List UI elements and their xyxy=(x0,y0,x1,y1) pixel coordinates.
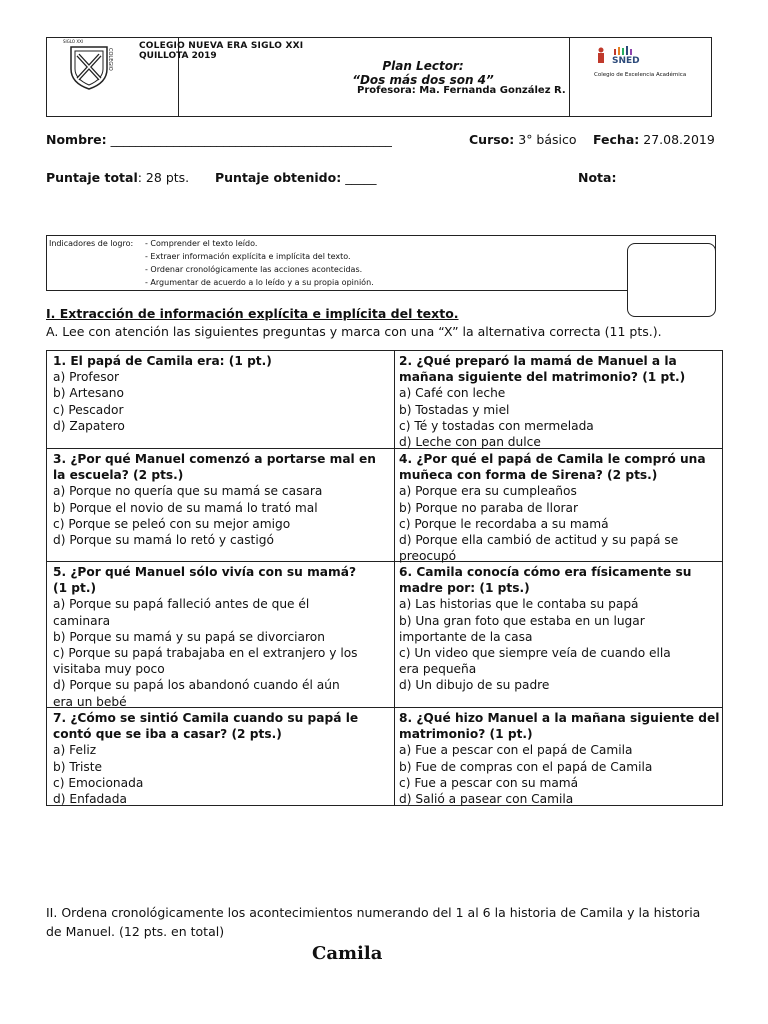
answer-option[interactable]: c) Té y tostadas con mermelada xyxy=(399,418,594,433)
answer-option-continued: importante de la casa xyxy=(399,629,533,644)
question-text: la escuela? (2 pts.) xyxy=(53,468,184,483)
answer-option[interactable]: c) Porque se peleó con su mejor amigo xyxy=(53,516,291,531)
school-name: COLEGIO NUEVA ERA SIGLO XXI xyxy=(139,41,304,51)
indicator-item: - Argumentar de acuerdo a lo leído y a su propia opinión. xyxy=(145,278,374,287)
obtained-blank[interactable]: _____ xyxy=(345,170,377,185)
total-label: Puntaje total xyxy=(46,170,138,185)
question-cell xyxy=(53,710,358,807)
answer-option[interactable]: c) Fue a pescar con su mamá xyxy=(399,775,579,790)
answer-option[interactable]: b) Tostadas y miel xyxy=(399,402,510,417)
answer-option-continued: caminara xyxy=(53,613,111,628)
header-box xyxy=(46,37,712,117)
answer-option[interactable]: a) Porque su papá falleció antes de que él xyxy=(53,597,310,612)
date-value: 27.08.2019 xyxy=(643,132,715,147)
answer-option[interactable]: a) Porque era su cumpleaños xyxy=(399,484,577,499)
grade-box[interactable] xyxy=(627,243,716,317)
answer-option[interactable]: d) Porque ella cambió de actitud y su papá se xyxy=(399,533,679,548)
answer-option[interactable]: c) Un video que siempre veía de cuando ella xyxy=(399,646,671,661)
answer-option[interactable]: a) Profesor xyxy=(53,370,120,385)
name-row xyxy=(46,132,392,147)
answer-option[interactable]: c) Emocionada xyxy=(53,775,144,790)
crest-side-text: COLEGIO xyxy=(107,48,113,71)
answer-option[interactable]: b) Porque su mamá y su papá se divorciaron xyxy=(53,629,325,644)
indicator-item: - Ordenar cronológicamente las acciones acontecidas. xyxy=(145,265,363,274)
question-cell xyxy=(399,451,706,564)
grade-label: Nota: xyxy=(578,170,617,185)
obtained-row xyxy=(215,170,376,185)
total-value: : 28 pts. xyxy=(137,170,190,185)
answer-option[interactable]: b) Una gran foto que estaba en un lugar xyxy=(399,613,645,628)
answer-option[interactable]: d) Leche con pan dulce xyxy=(399,435,541,450)
table-divider xyxy=(394,351,395,805)
question-text: 2. ¿Qué preparó la mamá de Manuel a la xyxy=(399,354,677,368)
indicators-box xyxy=(46,235,716,291)
question-cell xyxy=(53,353,272,434)
question-cell xyxy=(399,564,691,694)
answer-option[interactable]: d) Zapatero xyxy=(53,418,125,433)
question-text: contó que se iba a casar? (2 pts.) xyxy=(53,727,282,742)
question-text: mañana siguiente del matrimonio? (1 pt.) xyxy=(399,370,686,385)
questions-table xyxy=(46,350,723,806)
question-text: 6. Camila conocía cómo era físicamente su xyxy=(399,565,692,579)
date-row xyxy=(593,132,715,147)
answer-option-continued: era un bebé xyxy=(53,694,127,709)
teacher-name: Profesora: Ma. Fernanda González R. xyxy=(357,85,566,96)
indicator-item: - Comprender el texto leído. xyxy=(145,239,258,248)
section2-instruction: II. Ordena cronológicamente los acontecimientos numerando del 1 al 6 la historia de Camila y la historia de Manuel. (12 pts. en total) xyxy=(46,905,701,939)
date-label: Fecha: xyxy=(593,132,640,147)
name-label: Nombre: xyxy=(46,132,107,147)
school-year: QUILLOTA 2019 xyxy=(139,51,217,61)
answer-option[interactable]: b) Artesano xyxy=(53,386,124,401)
indicators-label: Indicadores de logro: xyxy=(49,239,134,248)
answer-option[interactable]: c) Pescador xyxy=(53,402,124,417)
answer-option[interactable]: b) Porque el novio de su mamá lo trató mal xyxy=(53,500,318,515)
answer-option[interactable]: d) Porque su mamá lo retó y castigó xyxy=(53,533,274,548)
question-text: 7. ¿Cómo se sintió Camila cuando su papá le xyxy=(53,711,359,725)
question-text: 4. ¿Por qué el papá de Camila le compró una xyxy=(399,452,706,466)
logo-text: SNED xyxy=(612,56,640,66)
question-cell xyxy=(399,353,685,450)
answer-option[interactable]: a) Fue a pescar con el papá de Camila xyxy=(399,743,633,758)
answer-option[interactable]: a) Porque no quería que su mamá se casara xyxy=(53,484,323,499)
total-row xyxy=(46,170,189,185)
header-divider xyxy=(569,38,570,116)
question-cell xyxy=(399,710,719,807)
camila-heading: Camila xyxy=(312,943,383,964)
obtained-label: Puntaje obtenido: xyxy=(215,170,342,185)
answer-option-continued: visitaba muy poco xyxy=(53,662,165,677)
question-text: (1 pt.) xyxy=(53,581,97,596)
answer-option[interactable]: d) Enfadada xyxy=(53,792,127,807)
answer-option[interactable]: a) Las historias que le contaba su papá xyxy=(399,597,639,612)
question-text: madre por: (1 pts.) xyxy=(399,581,530,596)
question-text: 1. El papá de Camila era: (1 pt.) xyxy=(53,354,272,368)
question-text: muñeca con forma de Sirena? (2 pts.) xyxy=(399,468,658,483)
question-text: matrimonio? (1 pt.) xyxy=(399,727,533,742)
course-row xyxy=(469,132,577,147)
question-cell xyxy=(53,564,358,710)
question-cell xyxy=(53,451,376,548)
answer-option[interactable]: c) Porque su papá trabajaba en el extranjero y los xyxy=(53,646,358,661)
answer-option[interactable]: d) Un dibujo de su padre xyxy=(399,678,550,693)
answer-option[interactable]: d) Salió a pasear con Camila xyxy=(399,792,574,807)
answer-option[interactable]: d) Porque su papá los abandonó cuando él aún xyxy=(53,678,340,693)
plan-title: Plan Lector: xyxy=(382,59,464,73)
name-blank[interactable]: _____________________________________________ xyxy=(110,132,392,147)
answer-option[interactable]: b) Porque no paraba de llorar xyxy=(399,500,579,515)
answer-option[interactable]: a) Café con leche xyxy=(399,386,506,401)
indicator-item: - Extraer información explícita e implícita del texto. xyxy=(145,252,351,261)
section1-title: I. Extracción de información explícita e implícita del texto. xyxy=(46,306,459,321)
answer-option-continued: era pequeña xyxy=(399,662,477,677)
answer-option[interactable]: b) Fue de compras con el papá de Camila xyxy=(399,759,653,774)
crest-text: SIGLO XXI xyxy=(63,39,83,44)
answer-option[interactable]: c) Porque le recordaba a su mamá xyxy=(399,516,609,531)
course-label: Curso: xyxy=(469,132,515,147)
logo-subtitle: Colegio de Excelencia Académica xyxy=(594,72,687,78)
section1-instruction: A. Lee con atención las siguientes preguntas y marca con una “X” la alternativa correcta (11 pts.). xyxy=(46,324,662,339)
answer-option[interactable]: a) Feliz xyxy=(53,743,97,758)
course-value: 3° básico xyxy=(518,132,577,147)
question-text: 8. ¿Qué hizo Manuel a la mañana siguiente del xyxy=(399,711,720,725)
book-title: “Dos más dos son 4” xyxy=(352,73,494,87)
question-text: 3. ¿Por qué Manuel comenzó a portarse mal en xyxy=(53,452,376,466)
answer-option-continued: preocupó xyxy=(399,549,457,564)
answer-option[interactable]: b) Triste xyxy=(53,759,103,774)
question-text: 5. ¿Por qué Manuel sólo vivía con su mamá? xyxy=(53,565,357,579)
